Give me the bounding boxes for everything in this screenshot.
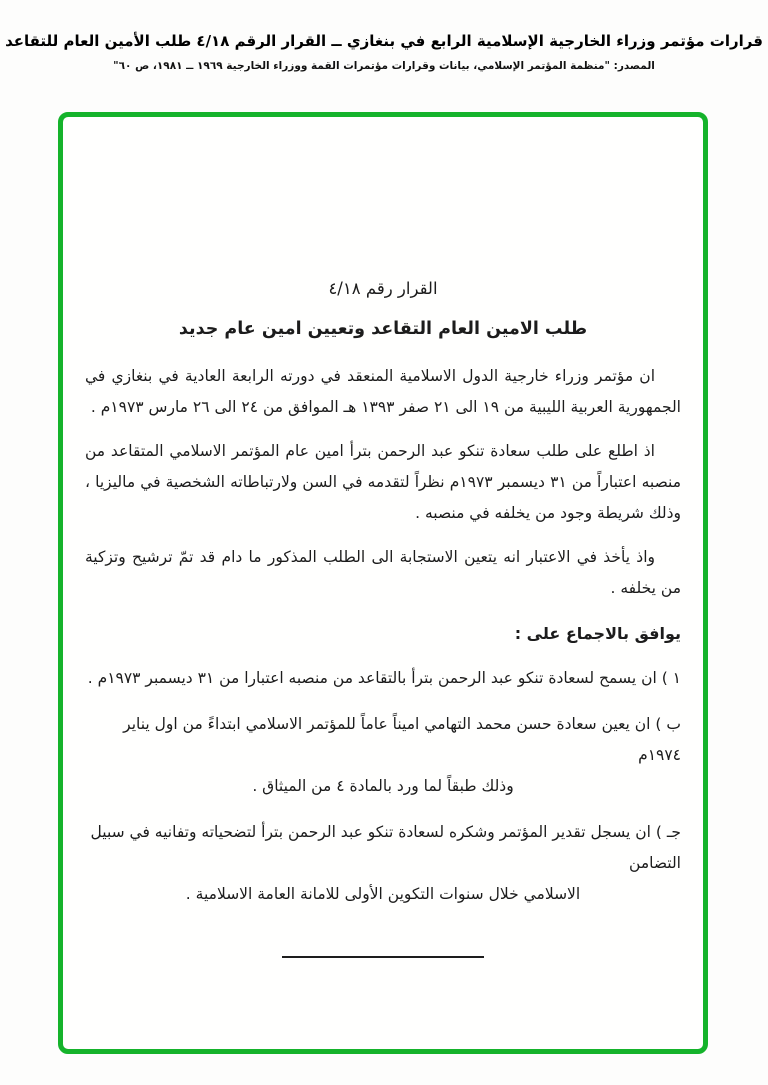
item-line-continuation: الاسلامي خلال سنوات التكوين الأولى للامانة العامة الاسلامية . bbox=[185, 885, 581, 903]
decision-items bbox=[85, 663, 681, 910]
item-line: ب ) ان يعين سعادة حسن محمد التهامي اميناً عاماً للمؤتمر الاسلامي ابتداءً من اول يناير ١٩٧٤م bbox=[123, 715, 681, 764]
item-marker: ١ ) bbox=[661, 669, 681, 687]
decision-item bbox=[85, 709, 681, 802]
end-divider bbox=[282, 956, 484, 958]
decision-item bbox=[85, 817, 681, 910]
item-marker: ب ) bbox=[655, 715, 681, 733]
decision-number: القرار رقم ٤/١٨ bbox=[328, 279, 438, 298]
paragraph: واذ يأخذ في الاعتبار انه يتعين الاستجابة الى الطلب المذكور ما دام قد تمّ ترشيح وتزكية من يخلفه . bbox=[85, 548, 681, 597]
agreement-heading: يوافق بالاجماع على : bbox=[514, 624, 681, 643]
item-line: جـ ) ان يسجل تقدير المؤتمر وشكره لسعادة تنكو عبد الرحمن بترأ لتضحياته وتفانيه في سبيل التضامن bbox=[90, 823, 681, 872]
page-header bbox=[0, 0, 768, 72]
decision-item bbox=[85, 663, 681, 694]
item-line: ١ ) ان يسمح لسعادة تنكو عبد الرحمن بترأ بالتقاعد من منصبه اعتبارا من ٣١ ديسمبر ١٩٧٣م . bbox=[87, 669, 681, 687]
item-line-continuation: وذلك طبقاً لما ورد بالمادة ٤ من الميثاق . bbox=[252, 777, 514, 795]
header-source-citation: المصدر: "منظمة المؤتمر الإسلامي، بيانات وقرارات مؤتمرات القمة ووزراء الخارجية ١٩٦٩ ــ ١٩٨١، ص ٦٠" bbox=[113, 60, 655, 72]
paragraph: ان مؤتمر وزراء خارجية الدول الاسلامية المنعقد في دورته الرابعة العادية في بنغازي في الجمهورية العربية الليبية من ١٩ الى ٢١ صفر ١٣٩٣ هـ الموافق من ٢٤ الى ٢٦ مارس ١٩٧٣م . bbox=[85, 367, 681, 416]
item-marker: جـ ) bbox=[655, 823, 681, 841]
decision-box bbox=[58, 112, 708, 1054]
paragraph: اذ اطلع على طلب سعادة تنكو عبد الرحمن بترأ امين عام المؤتمر الاسلامي المتقاعد من منصبه اعتباراً من ٣١ ديسمبر ١٩٧٣م نظراً لتقدمه في السن ولارتباطاته الشخصية في ماليزيا ، وذلك شريطة وجود من يخلفه في منصبه . bbox=[85, 442, 681, 522]
decision-title: طلب الامين العام التقاعد وتعيين امين عام جديد bbox=[178, 319, 588, 339]
header-title: قرارات مؤتمر وزراء الخارجية الإسلامية الرابع في بنغازي ــ القرار الرقم ٤/١٨ طلب الأمين العام للتقاعد bbox=[5, 32, 763, 50]
decision-paragraphs bbox=[85, 361, 681, 604]
